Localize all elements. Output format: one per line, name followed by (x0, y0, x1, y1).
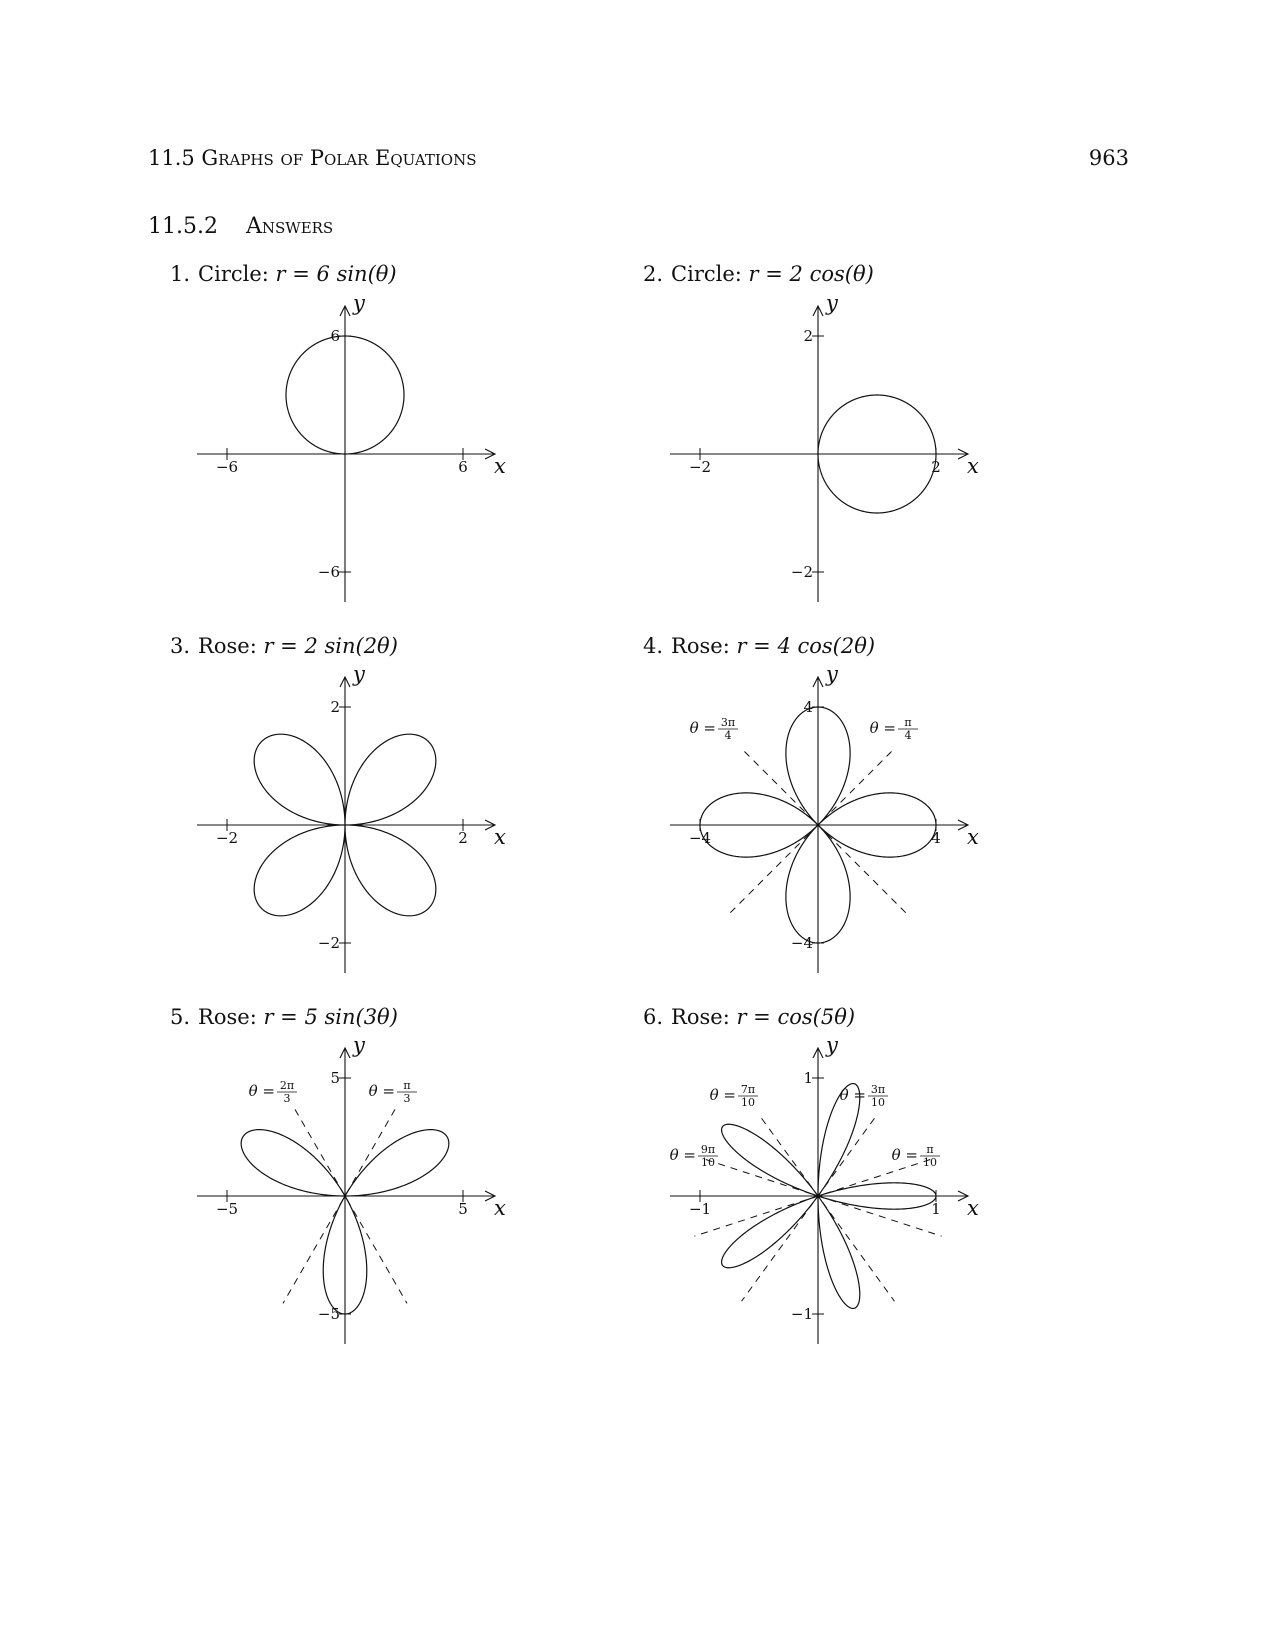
theta-eq: θ = (689, 719, 716, 737)
theta-label (670, 1143, 718, 1169)
theta-eq: θ = (368, 1082, 395, 1100)
frac-num: π (926, 1143, 934, 1156)
y-tick-label: −6 (317, 563, 340, 581)
x-tick-label: 2 (458, 829, 468, 847)
y-tick-label: −2 (790, 563, 813, 581)
running-title: 11.5 Graphs of Polar Equations (148, 146, 477, 170)
x-axis-label: x (494, 1196, 506, 1220)
frac-num: π (904, 716, 912, 729)
theta-eq: θ = (839, 1086, 866, 1104)
frac-den: 4 (904, 729, 912, 742)
item-6-label: 6. Rose: r = cos(5θ) (643, 1005, 856, 1029)
section-number: 11.5.2 (148, 214, 218, 239)
item-5-label: 5. Rose: r = 5 sin(3θ) (170, 1005, 398, 1029)
frac-num: 9π (700, 1143, 716, 1156)
theta-label (710, 1083, 758, 1109)
frac-den: 3 (283, 1092, 291, 1105)
y-axis-label: y (826, 662, 838, 686)
theta-eq: θ = (869, 719, 896, 737)
x-axis-label: x (967, 454, 979, 478)
x-axis-label: x (494, 454, 506, 478)
theta-label (892, 1143, 940, 1169)
y-axis-label: y (353, 291, 365, 315)
frac-num: π (403, 1079, 411, 1092)
y-tick-label: 6 (330, 327, 340, 345)
y-tick-label: 5 (330, 1069, 340, 1087)
frac-den: 10 (923, 1156, 937, 1169)
x-axis-label: x (967, 1196, 979, 1220)
frac-den: 10 (871, 1096, 885, 1109)
theta-eq: θ = (248, 1082, 275, 1100)
x-tick-label: 5 (458, 1200, 468, 1218)
item-3-label: 3. Rose: r = 2 sin(2θ) (170, 634, 398, 658)
x-tick-label: −1 (688, 1200, 712, 1218)
x-tick-label: −5 (215, 1200, 239, 1218)
frac-den: 10 (741, 1096, 755, 1109)
y-tick-label: −1 (790, 1305, 813, 1323)
x-tick-label: 2 (931, 458, 941, 476)
frac-num: 7π (740, 1083, 756, 1096)
y-tick-label: 4 (803, 698, 813, 716)
page-number: 963 (1088, 146, 1129, 170)
frac-num: 2π (279, 1079, 295, 1092)
frac-den: 4 (724, 729, 732, 742)
item-2-label: 2. Circle: r = 2 cos(θ) (643, 262, 874, 286)
x-tick-label: −4 (688, 829, 712, 847)
x-tick-label: 4 (931, 829, 941, 847)
theta-eq: θ = (891, 1146, 918, 1164)
item-1-label: 1. Circle: r = 6 sin(θ) (170, 262, 397, 286)
y-tick-label: −2 (317, 934, 340, 952)
x-axis-label: x (967, 825, 979, 849)
y-axis-label: y (826, 291, 838, 315)
y-tick-label: −5 (317, 1305, 340, 1323)
theta-eq: θ = (669, 1146, 696, 1164)
frac-num: 3π (720, 716, 736, 729)
y-axis-label: y (826, 1033, 838, 1057)
y-tick-label: 2 (803, 327, 813, 345)
x-tick-label: 6 (458, 458, 468, 476)
y-axis-label: y (353, 662, 365, 686)
plot-group (670, 1033, 979, 1344)
frac-den: 3 (403, 1092, 411, 1105)
theta-eq: θ = (709, 1086, 736, 1104)
y-tick-label: 1 (803, 1069, 813, 1087)
x-tick-label: −2 (688, 458, 712, 476)
x-tick-label: 1 (931, 1200, 941, 1218)
y-tick-label: −4 (790, 934, 813, 952)
x-axis-label: x (494, 825, 506, 849)
frac-den: 10 (701, 1156, 715, 1169)
section-title: Answers (245, 214, 334, 239)
frac-num: 3π (870, 1083, 886, 1096)
item-4-label: 4. Rose: r = 4 cos(2θ) (643, 634, 876, 658)
x-tick-label: −6 (215, 458, 239, 476)
y-tick-label: 2 (330, 698, 340, 716)
x-tick-label: −2 (215, 829, 239, 847)
y-axis-label: y (353, 1033, 365, 1057)
